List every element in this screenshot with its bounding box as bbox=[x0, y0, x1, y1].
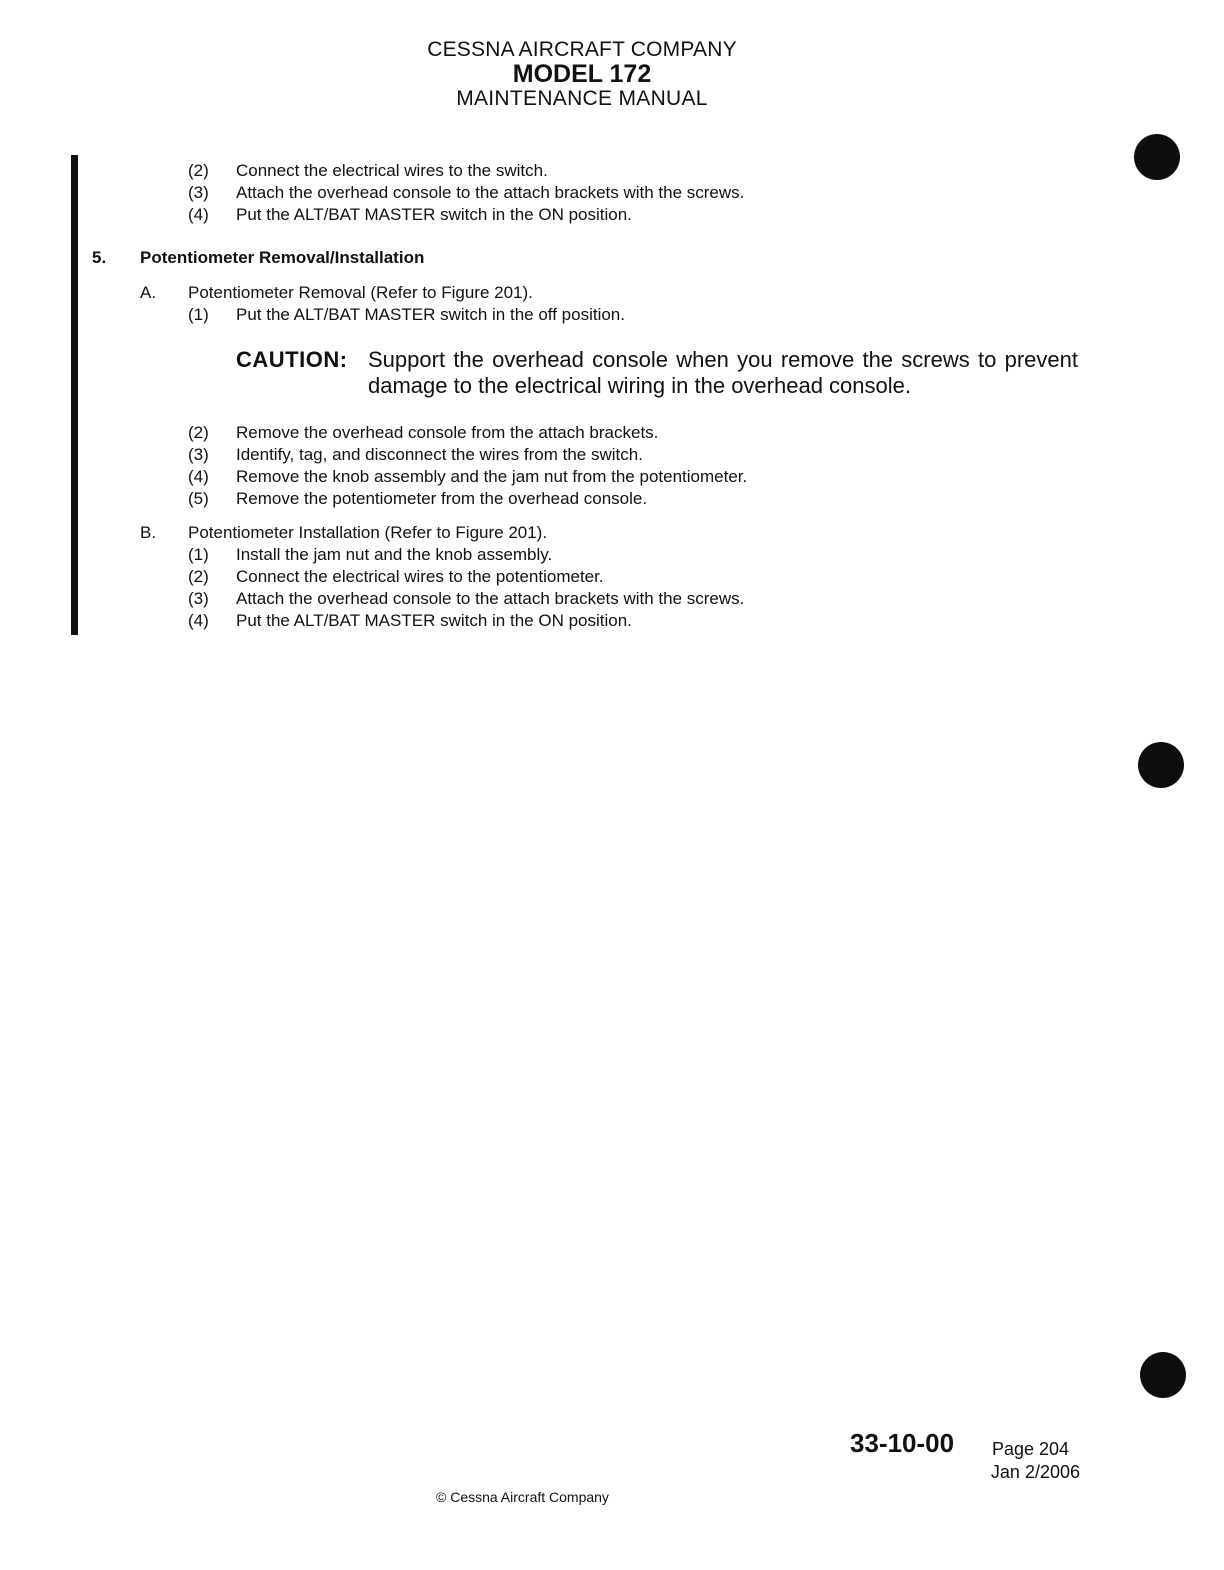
header-model: MODEL 172 bbox=[512, 60, 652, 88]
step-text: Remove the knob assembly and the jam nut from the potentiometer. bbox=[236, 467, 748, 486]
subsection-title: Potentiometer Installation (Refer to Figure 201). bbox=[188, 523, 548, 542]
step-number: (2) bbox=[188, 161, 209, 180]
step-number: (3) bbox=[188, 445, 209, 464]
step-text: Remove the overhead console from the attach brackets. bbox=[236, 423, 659, 442]
revision-change-bar bbox=[71, 155, 78, 635]
step-number: (4) bbox=[188, 467, 209, 486]
step-number: (4) bbox=[188, 611, 209, 630]
step-number: (2) bbox=[188, 423, 209, 442]
step-number: (3) bbox=[188, 183, 209, 202]
footer-copyright: © Cessna Aircraft Company bbox=[436, 1489, 609, 1505]
step-text: Attach the overhead console to the attach brackets with the screws. bbox=[236, 183, 745, 202]
binder-hole-middle bbox=[1138, 742, 1184, 788]
subsection-letter: B. bbox=[140, 523, 157, 542]
step-number: (3) bbox=[188, 589, 209, 608]
step-text: Put the ALT/BAT MASTER switch in the ON position. bbox=[236, 611, 632, 630]
step-number: (5) bbox=[188, 489, 209, 508]
subsection-title: Potentiometer Removal (Refer to Figure 201). bbox=[188, 283, 533, 302]
step-text: Put the ALT/BAT MASTER switch in the ON position. bbox=[236, 205, 632, 224]
footer-chapter-code: 33-10-00 bbox=[850, 1428, 955, 1458]
subsection-letter: A. bbox=[140, 283, 157, 302]
step-text: Install the jam nut and the knob assembly. bbox=[236, 545, 553, 564]
step-text: Connect the electrical wires to the potentiometer. bbox=[236, 567, 604, 586]
step-number: (2) bbox=[188, 567, 209, 586]
step-number: (1) bbox=[188, 545, 209, 564]
caution-text: Support the overhead console when you remove the screws to prevent damage to the electrical wiring in the overhead console. bbox=[368, 347, 1078, 398]
binder-hole-top bbox=[1134, 134, 1180, 180]
footer-page-number: Page 204 bbox=[992, 1439, 1070, 1459]
step-text: Identify, tag, and disconnect the wires from the switch. bbox=[236, 445, 643, 464]
caution-label: CAUTION: bbox=[236, 347, 348, 372]
step-number: (1) bbox=[188, 305, 209, 324]
binder-hole-bottom bbox=[1140, 1352, 1186, 1398]
section-number: 5. bbox=[92, 248, 107, 267]
header-manual: MAINTENANCE MANUAL bbox=[456, 87, 708, 110]
page-header bbox=[0, 38, 1164, 111]
step-number: (4) bbox=[188, 205, 209, 224]
step-text: Remove the potentiometer from the overhead console. bbox=[236, 489, 648, 508]
step-text: Connect the electrical wires to the switch. bbox=[236, 161, 548, 180]
step-text: Put the ALT/BAT MASTER switch in the off position. bbox=[236, 305, 625, 324]
footer-revision-date: Jan 2/2006 bbox=[990, 1462, 1080, 1482]
section-title: Potentiometer Removal/Installation bbox=[140, 248, 425, 267]
header-company: CESSNA AIRCRAFT COMPANY bbox=[427, 38, 737, 61]
step-text: Attach the overhead console to the attach brackets with the screws. bbox=[236, 589, 745, 608]
